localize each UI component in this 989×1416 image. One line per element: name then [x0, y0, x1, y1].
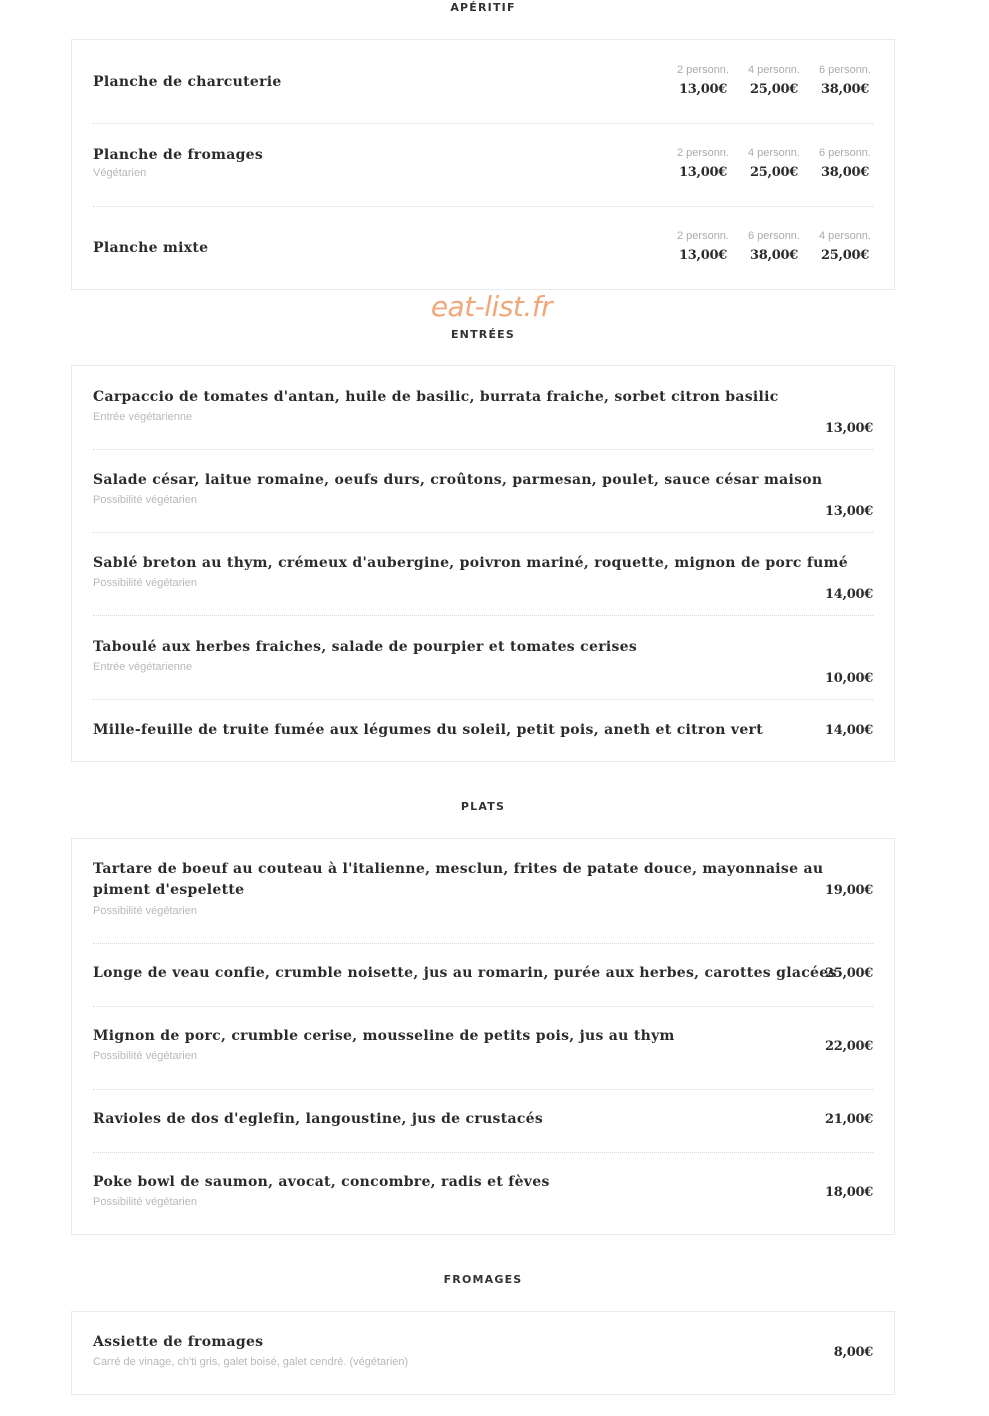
- price-variant: [744, 64, 804, 97]
- item-price: 19,00€: [825, 883, 873, 898]
- item-note: Végétarien: [93, 167, 147, 179]
- item-price: 14,00€: [825, 723, 873, 738]
- section-title-plats: PLATS: [460, 800, 506, 813]
- price-variant: [815, 230, 875, 263]
- variant-price: 38,00€: [821, 165, 869, 180]
- item-name: Tartare de boeuf au couteau à l'italienne, mesclun, frites de patate douce, mayonnaise au: [93, 861, 824, 877]
- item-divider: [93, 206, 873, 207]
- item-price: 14,00€: [825, 587, 873, 602]
- item-price: 18,00€: [825, 1185, 873, 1200]
- variant-label: 2 personn.: [677, 230, 729, 242]
- item-note: Entrée végétarienne: [93, 411, 193, 423]
- item-name: Longe de veau confie, crumble noisette, jus au romarin, purée aux herbes, carottes glacées: [93, 965, 837, 981]
- price-variant: [673, 64, 733, 97]
- watermark-logo: eat-list.fr: [430, 290, 553, 323]
- item-note: Possibilité végétarien: [93, 1050, 197, 1062]
- item-price: 10,00€: [825, 671, 873, 686]
- price-variant: [815, 147, 875, 180]
- item-name: Mignon de porc, crumble cerise, mousseline de petits pois, jus au thym: [93, 1028, 675, 1044]
- item-name: Mille-feuille de truite fumée aux légumes du soleil, petit pois, aneth et citron vert: [93, 722, 763, 738]
- item-price: 8,00€: [833, 1345, 873, 1360]
- item-price: 13,00€: [825, 421, 873, 436]
- variant-price: 25,00€: [750, 82, 798, 97]
- item-price: 21,00€: [825, 1112, 873, 1127]
- item-divider: [93, 699, 873, 700]
- item-note: Possibilité végétarien: [93, 494, 197, 506]
- item-name: Assiette de fromages: [93, 1334, 264, 1350]
- item-divider: [93, 943, 873, 944]
- item-name: Salade césar, laitue romaine, oeufs durs, croûtons, parmesan, poulet, sauce césar maison: [93, 472, 823, 488]
- section-title-aperitif: APÉRITIF: [450, 1, 516, 14]
- section-title-fromages: FROMAGES: [443, 1273, 523, 1286]
- item-name: Planche mixte: [93, 240, 209, 256]
- item-name: Ravioles de dos d'eglefin, langoustine, jus de crustacés: [93, 1111, 544, 1127]
- menu-card-fromages: [71, 1311, 895, 1395]
- item-note: Carré de vinage, ch'ti gris, galet boisé, galet cendré. (végétarien): [93, 1356, 409, 1368]
- variant-label: 4 personn.: [748, 147, 800, 159]
- variant-label: 4 personn.: [819, 230, 871, 242]
- item-name: Planche de charcuterie: [93, 74, 282, 90]
- item-divider: [93, 615, 873, 616]
- variant-label: 6 personn.: [819, 64, 871, 76]
- item-note: Possibilité végétarien: [93, 577, 197, 589]
- item-divider: [93, 449, 873, 450]
- item-note: Possibilité végétarien: [93, 905, 197, 917]
- menu-card-entrees: [71, 365, 895, 762]
- menu-card-aperitif: [71, 39, 895, 290]
- item-divider: [93, 1152, 873, 1153]
- item-name: Taboulé aux herbes fraiches, salade de pourpier et tomates cerises: [93, 639, 638, 655]
- item-price: 13,00€: [825, 504, 873, 519]
- variant-price: 38,00€: [750, 248, 798, 263]
- variant-label: 6 personn.: [819, 147, 871, 159]
- variant-price: 25,00€: [821, 248, 869, 263]
- item-name: Planche de fromages: [93, 147, 264, 163]
- item-name: Sablé breton au thym, crémeux d'aubergine, poivron mariné, roquette, mignon de porc fumé: [93, 555, 848, 571]
- item-note: Possibilité végétarien: [93, 1196, 197, 1208]
- item-divider: [93, 1006, 873, 1007]
- item-divider: [93, 123, 873, 124]
- item-name: Carpaccio de tomates d'antan, huile de basilic, burrata fraiche, sorbet citron basilic: [93, 389, 779, 405]
- section-title-entrees: ENTRÉES: [450, 328, 516, 341]
- item-price: 25,00€: [825, 966, 873, 981]
- item-name: Poke bowl de saumon, avocat, concombre, radis et fèves: [93, 1174, 550, 1190]
- item-divider: [93, 1089, 873, 1090]
- item-name-continued: piment d'espelette: [93, 882, 245, 898]
- price-variant: [744, 230, 804, 263]
- variant-label: 6 personn.: [748, 230, 800, 242]
- price-variant: [815, 64, 875, 97]
- item-divider: [93, 532, 873, 533]
- variant-label: 2 personn.: [677, 64, 729, 76]
- variant-price: 13,00€: [679, 248, 727, 263]
- variant-label: 4 personn.: [748, 64, 800, 76]
- variant-price: 25,00€: [750, 165, 798, 180]
- variant-price: 38,00€: [821, 82, 869, 97]
- variant-label: 2 personn.: [677, 147, 729, 159]
- menu-card-plats: [71, 838, 895, 1235]
- item-note: Entrée végétarienne: [93, 661, 193, 673]
- variant-price: 13,00€: [679, 165, 727, 180]
- price-variant: [744, 147, 804, 180]
- item-price: 22,00€: [825, 1039, 873, 1054]
- price-variant: [673, 230, 733, 263]
- price-variant: [673, 147, 733, 180]
- variant-price: 13,00€: [679, 82, 727, 97]
